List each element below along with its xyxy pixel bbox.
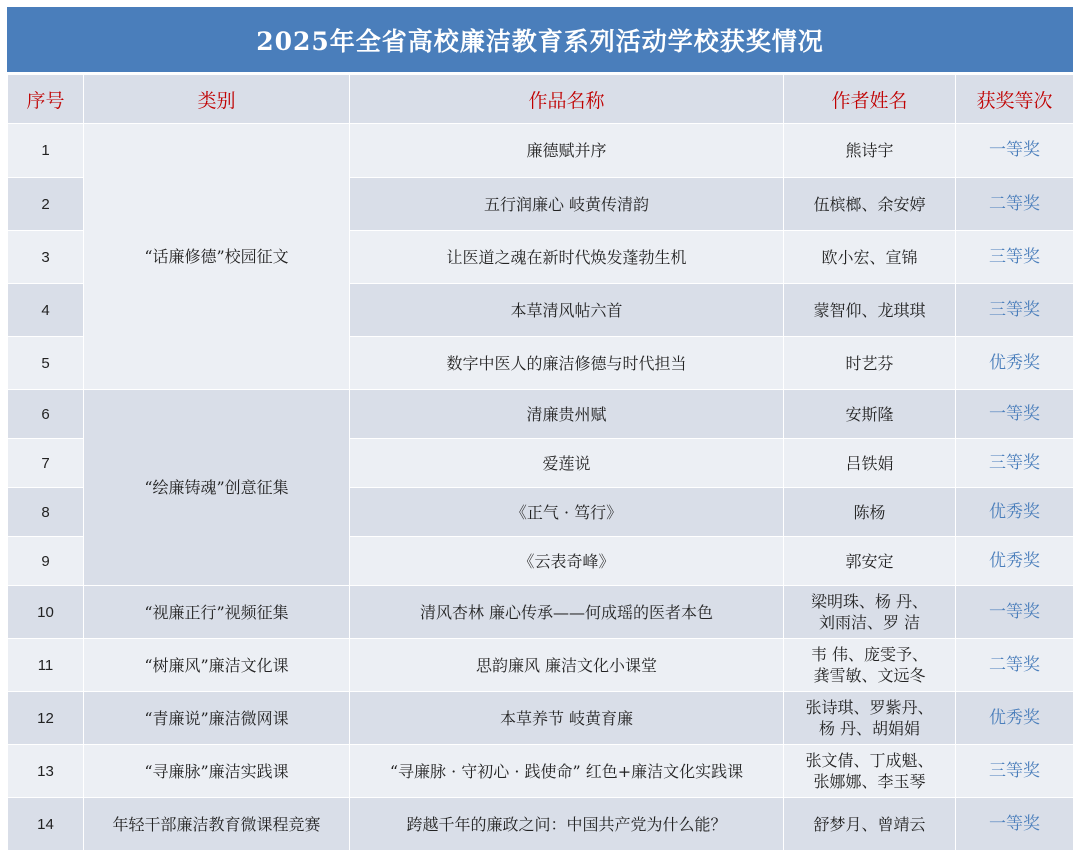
- row-no: 4: [8, 284, 84, 337]
- author-name: 郭安定: [784, 537, 956, 586]
- row-no: 1: [8, 124, 84, 178]
- author-name: 舒梦月、曾靖云: [784, 798, 956, 851]
- author-name: 吕铁娟: [784, 439, 956, 488]
- row-no: 10: [8, 586, 84, 639]
- work-title: 本草养节 岐黄育廉: [350, 692, 784, 745]
- work-title: 廉德赋并序: [350, 124, 784, 178]
- author-name: 蒙智仰、龙琪琪: [784, 284, 956, 337]
- table-row: [8, 692, 1074, 745]
- table-row: [8, 798, 1074, 851]
- work-title: 让医道之魂在新时代焕发蓬勃生机: [350, 231, 784, 284]
- work-title: 数字中医人的廉洁修德与时代担当: [350, 337, 784, 390]
- row-no: 14: [8, 798, 84, 851]
- header-author: 作者姓名: [784, 75, 956, 124]
- work-title: “寻廉脉 · 守初心 · 践使命” 红色+廉洁文化实践课: [350, 745, 784, 798]
- work-title: 跨越千年的廉政之问：中国共产党为什么能？: [350, 798, 784, 851]
- table-title: 2025年全省高校廉洁教育系列活动学校获奖情况: [7, 7, 1073, 74]
- author-name: 时艺芬: [784, 337, 956, 390]
- author-name: 张文倩、丁成魁、 张娜娜、李玉琴: [784, 745, 956, 798]
- work-title: 清廉贵州赋: [350, 390, 784, 439]
- header-award: 获奖等次: [956, 75, 1074, 124]
- award-level: 三等奖: [956, 231, 1074, 284]
- row-no: 11: [8, 639, 84, 692]
- category-cell: “树廉风”廉洁文化课: [84, 639, 350, 692]
- award-level: 三等奖: [956, 284, 1074, 337]
- work-title: 思韵廉风 廉洁文化小课堂: [350, 639, 784, 692]
- author-name: 熊诗宇: [784, 124, 956, 178]
- table-row: [8, 124, 1074, 178]
- work-title: 清风杏林 廉心传承——何成瑶的医者本色: [350, 586, 784, 639]
- row-no: 12: [8, 692, 84, 745]
- award-table: [7, 74, 1074, 851]
- category-cell: “寻廉脉”廉洁实践课: [84, 745, 350, 798]
- row-no: 2: [8, 178, 84, 231]
- table-row: [8, 586, 1074, 639]
- row-no: 7: [8, 439, 84, 488]
- row-no: 13: [8, 745, 84, 798]
- award-level: 三等奖: [956, 439, 1074, 488]
- award-level: 一等奖: [956, 390, 1074, 439]
- award-level: 二等奖: [956, 178, 1074, 231]
- award-level: 优秀奖: [956, 692, 1074, 745]
- row-no: 8: [8, 488, 84, 537]
- award-level: 优秀奖: [956, 537, 1074, 586]
- row-no: 9: [8, 537, 84, 586]
- author-name: 欧小宏、宣锦: [784, 231, 956, 284]
- category-cell: 年轻干部廉洁教育微课程竞赛: [84, 798, 350, 851]
- table-row: [8, 745, 1074, 798]
- award-level: 一等奖: [956, 586, 1074, 639]
- category-cell: “视廉正行”视频征集: [84, 586, 350, 639]
- row-no: 5: [8, 337, 84, 390]
- author-name: 安斯隆: [784, 390, 956, 439]
- work-title: 《正气 · 笃行》: [350, 488, 784, 537]
- author-name: 张诗琪、罗紫丹、 杨 丹、胡娟娟: [784, 692, 956, 745]
- award-level: 优秀奖: [956, 337, 1074, 390]
- work-title: 爱莲说: [350, 439, 784, 488]
- category-cell: “话廉修德”校园征文: [84, 124, 350, 390]
- header-row: [8, 75, 1074, 124]
- work-title: 五行润廉心 岐黄传清韵: [350, 178, 784, 231]
- category-cell: “青廉说”廉洁微网课: [84, 692, 350, 745]
- header-no: 序号: [8, 75, 84, 124]
- table-row: [8, 390, 1074, 439]
- award-level: 优秀奖: [956, 488, 1074, 537]
- author-name: 陈杨: [784, 488, 956, 537]
- award-level: 三等奖: [956, 745, 1074, 798]
- work-title: 本草清风帖六首: [350, 284, 784, 337]
- table-row: [8, 639, 1074, 692]
- header-work: 作品名称: [350, 75, 784, 124]
- author-name: 伍槟榔、余安婷: [784, 178, 956, 231]
- row-no: 6: [8, 390, 84, 439]
- row-no: 3: [8, 231, 84, 284]
- award-level: 一等奖: [956, 798, 1074, 851]
- author-name: 韦 伟、庞雯予、 龚雪敏、文远冬: [784, 639, 956, 692]
- header-category: 类别: [84, 75, 350, 124]
- category-cell: “绘廉铸魂”创意征集: [84, 390, 350, 586]
- award-table-container: [7, 7, 1073, 851]
- award-level: 二等奖: [956, 639, 1074, 692]
- award-level: 一等奖: [956, 124, 1074, 178]
- author-name: 梁明珠、杨 丹、 刘雨洁、罗 洁: [784, 586, 956, 639]
- work-title: 《云表奇峰》: [350, 537, 784, 586]
